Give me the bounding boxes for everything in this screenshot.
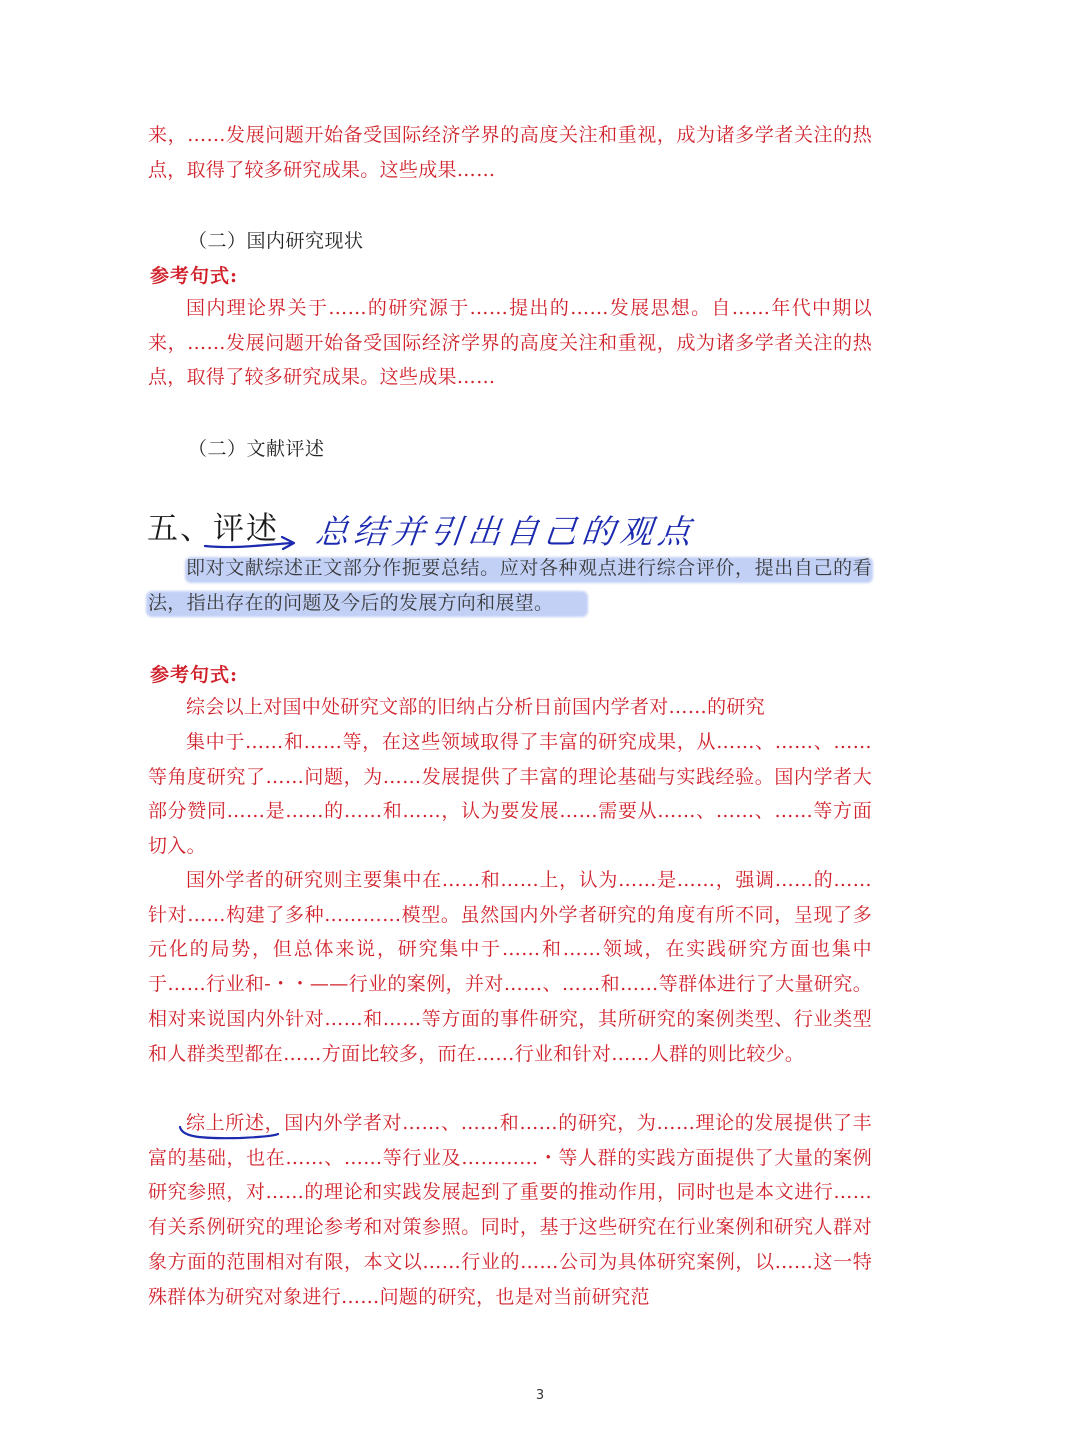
summary-lead: 综上所述， [186, 1112, 285, 1134]
summary-body: 国内外学者对……、……和……的研究，为……理论的发展提供了丰富的基础，也在……、……等行业及…………・等人群的实践方面提供了大量的案例研究参照，对……的理论和实践发展起到了重要的推动作用，同时也是本文进行……有关系例研究的理论参考和对策参照。同时，基于这些研究在行业案例和研究人群对象方面的范围相对有限，本文以……行业的……公司为具体研究案例，以……这一特殊群体为研究对象进行……问题的研究，也是对当前研究范 [148, 1112, 872, 1308]
page-number: 3 [535, 1388, 545, 1403]
handwritten-note: 总结并引出自己的观点 [313, 512, 698, 551]
title-underline-arrow [205, 537, 294, 549]
domestic-research-heading: （二）国内研究现状 [188, 230, 364, 252]
reference-line-1: 综会以上对国中处研究文部的旧纳占分析日前国内学者对……的研究 [186, 696, 766, 718]
reference-paragraph-3 [148, 1106, 872, 1314]
section-five-description: 即对文献综述正文部分作扼要总结。应对各种观点进行综合评价，提出自己的看法，指出存在的问题及今后的发展方向和展望。 [148, 557, 872, 614]
reference-paragraph-1: 集中于……和……等，在这些领域取得了丰富的研究成果，从……、……、……等角度研究了……问题，为……发展提供了丰富的理论基础与实践经验。国内学者大部分赞同……是……的……和……，认为要发展……需要从……、……、……等方面切入。 [148, 731, 872, 858]
literature-review-heading: （二）文献评述 [188, 438, 325, 460]
reference-paragraph-2: 国外学者的研究则主要集中在……和……上，认为……是……，强调……的……针对……构建了多种…………模型。虽然国内外学者研究的角度有所不同，呈现了多元化的局势，但总体来说，研究集中于……和……领域，在实践研究方面也集中于……行业和-・・——行业的案例，并对……、……和……等群体进行了大量研究。相对来说国内外针对……和……等方面的事件研究，其所研究的案例类型、行业类型和人群类型都在……方面比较多，而在……行业和针对……人群的则比较少。 [148, 869, 872, 1065]
intro-paragraph-tail: 来，……发展问题开始备受国际经济学界的高度关注和重视，成为诸多学者关注的热点，取得了较多研究成果。这些成果…… [148, 124, 872, 181]
domestic-reference-label: 参考句式: [150, 265, 239, 287]
domestic-reference-paragraph: 国内理论界关于……的研究源于……提出的……发展思想。自……年代中期以来，……发展问题开始备受国际经济学界的高度关注和重视，成为诸多学者关注的热点，取得了较多研究成果。这些成果…… [148, 297, 872, 389]
reference-label: 参考句式: [150, 664, 239, 686]
section-five-title: 五、评述 [147, 511, 279, 547]
